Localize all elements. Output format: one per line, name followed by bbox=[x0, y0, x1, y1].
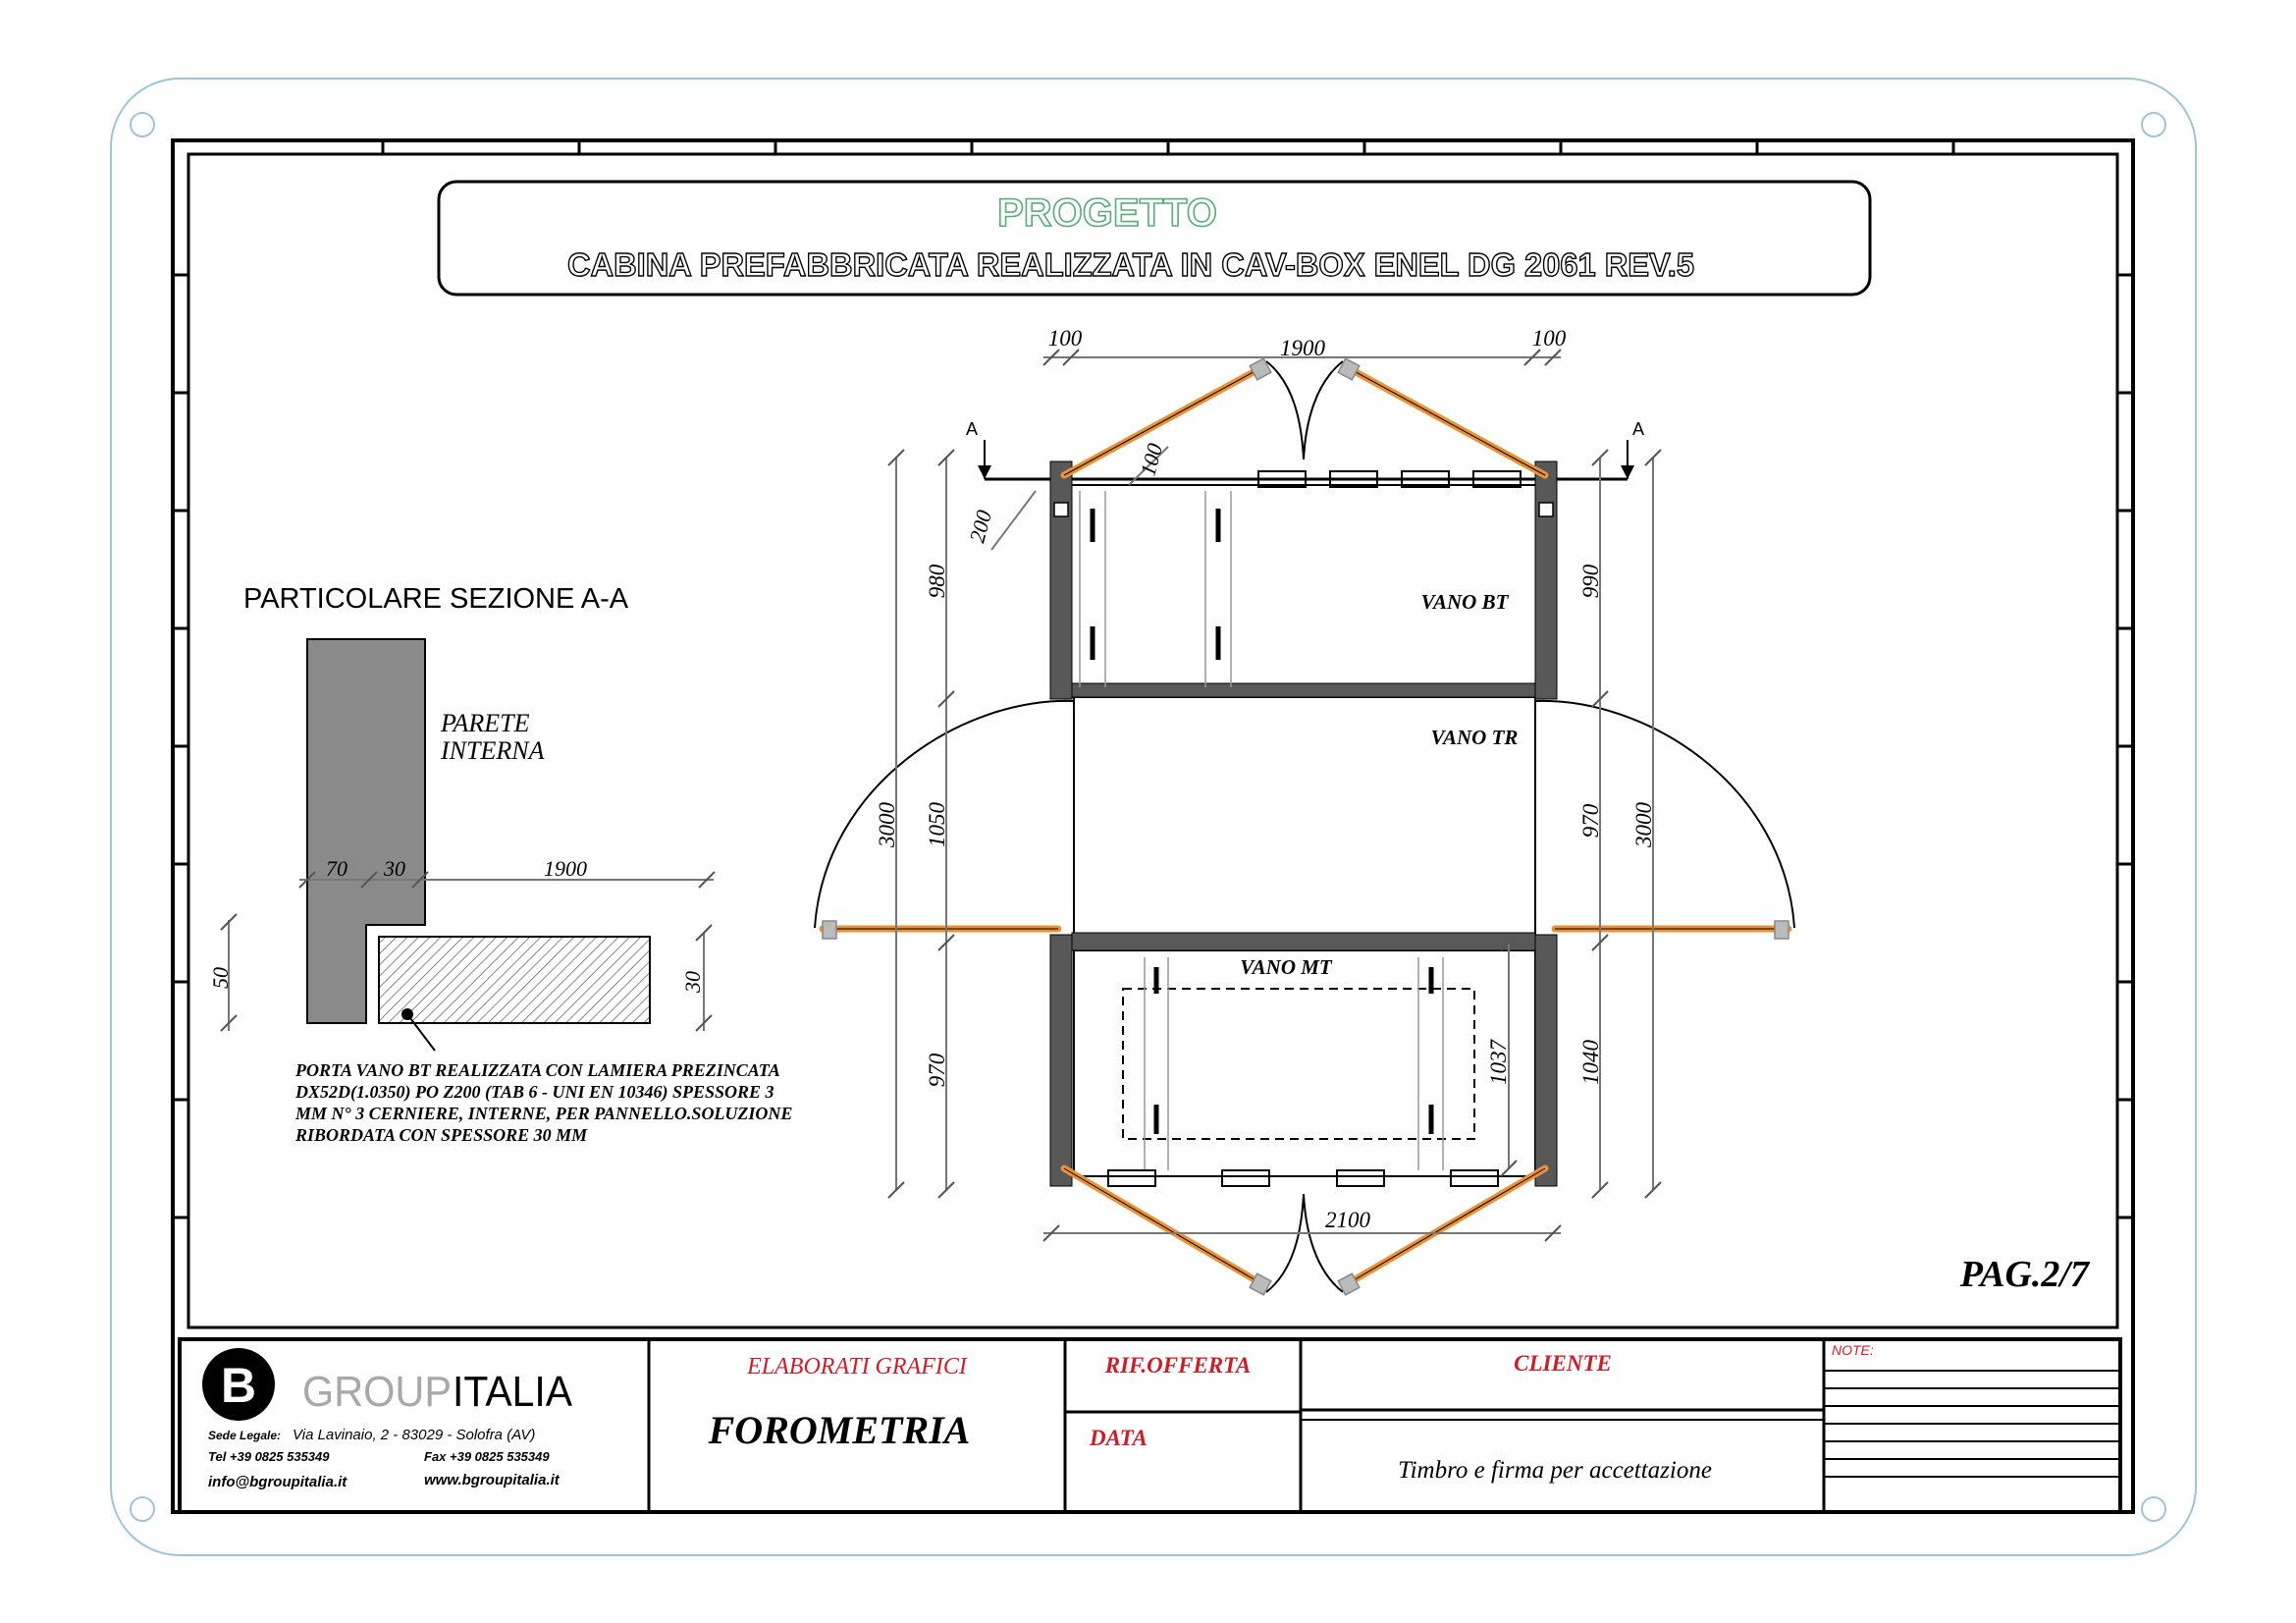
fax: Fax +39 0825 535349 bbox=[424, 1449, 550, 1464]
brand-italia: ITALIA bbox=[453, 1368, 573, 1416]
detail-note-3: MM N° 3 CERNIERE, INTERNE, PER PANNELLO.SOLUZIONE bbox=[295, 1104, 793, 1123]
dim-1040: 1040 bbox=[1578, 1040, 1603, 1085]
corner-hole-br bbox=[2142, 1497, 2165, 1521]
section-mark-right: A bbox=[1631, 419, 1645, 439]
mt-dashed-area bbox=[1123, 989, 1474, 1139]
dim-970-left: 970 bbox=[925, 1053, 949, 1088]
frame-outer bbox=[173, 140, 2133, 1512]
bt-internal-lines bbox=[1080, 491, 1231, 687]
dim-3000-right: 3000 bbox=[1631, 802, 1656, 847]
data-label: DATA bbox=[1090, 1426, 1148, 1450]
dim-top-right: 100 bbox=[1531, 326, 1567, 351]
dim-top-left: 100 bbox=[1047, 326, 1083, 351]
dim-30b: 30 bbox=[680, 971, 705, 993]
brand-group: GROUP bbox=[302, 1368, 452, 1416]
note-lines bbox=[1824, 1371, 2120, 1477]
dim-100-diag: 100 bbox=[1135, 440, 1168, 479]
room-mt-outline bbox=[1074, 950, 1535, 1176]
tel: Tel +39 0825 535349 bbox=[208, 1449, 330, 1464]
corner-hole-tl bbox=[131, 113, 154, 136]
dim-50: 50 bbox=[208, 967, 233, 989]
elaborati-label: ELABORATI GRAFICI bbox=[747, 1354, 967, 1380]
project-label: PROGETTO bbox=[997, 191, 1217, 235]
dim-30a: 30 bbox=[384, 856, 405, 881]
header-title: CABINA PREFABBRICATA REALIZZATA IN CAV-BOX ENEL DG 2061 REV.5 bbox=[567, 246, 1694, 283]
elaborati-value: FOROMETRIA bbox=[708, 1408, 971, 1452]
dim-980: 980 bbox=[925, 564, 949, 599]
note-label: NOTE: bbox=[1832, 1342, 1874, 1358]
room-mt-label: VANO MT bbox=[1240, 955, 1332, 979]
dim-1037: 1037 bbox=[1486, 1040, 1511, 1085]
dim-3000-left: 3000 bbox=[875, 802, 899, 847]
detail-note-4: RIBORDATA CON SPESSORE 30 MM bbox=[295, 1125, 588, 1145]
cliente-label: CLIENTE bbox=[1514, 1351, 1612, 1376]
timbro-label: Timbro e firma per accettazione bbox=[1398, 1457, 1712, 1484]
detail-door-panel bbox=[379, 937, 650, 1023]
web: www.bgroupitalia.it bbox=[424, 1472, 560, 1488]
detail-section bbox=[208, 583, 792, 1145]
corner-hole-bl bbox=[131, 1497, 154, 1521]
frame-ticks bbox=[173, 140, 2133, 1217]
dim-70: 70 bbox=[326, 856, 347, 881]
dim-top-mid: 1900 bbox=[1280, 336, 1325, 360]
dim-1900-detail: 1900 bbox=[544, 856, 587, 881]
rif-offerta-label: RIF.OFFERTA bbox=[1104, 1353, 1252, 1378]
address: Via Lavinaio, 2 - 83029 - Solofra (AV) bbox=[293, 1427, 536, 1443]
dim-970-right: 970 bbox=[1578, 803, 1603, 839]
detail-note-1: PORTA VANO BT REALIZZATA CON LAMIERA PREZINCATA bbox=[295, 1060, 780, 1080]
section-mark-left: A bbox=[965, 419, 979, 439]
detail-title: PARTICOLARE SEZIONE A-A bbox=[243, 583, 629, 615]
corner-hole-tr bbox=[2142, 113, 2165, 136]
room-bt-label: VANO BT bbox=[1420, 590, 1509, 614]
plan-walls bbox=[1050, 461, 1557, 1186]
wall-label-1: PARETE bbox=[441, 709, 530, 737]
title-block bbox=[180, 1339, 2120, 1512]
room-tr-label: VANO TR bbox=[1430, 726, 1519, 749]
wall-label-2: INTERNA bbox=[441, 736, 545, 765]
address-prefix: Sede Legale: bbox=[208, 1429, 282, 1442]
email: info@bgroupitalia.it bbox=[208, 1474, 347, 1490]
top-door-arcs bbox=[1266, 361, 1343, 460]
detail-note-2: DX52D(1.0350) PO Z200 (TAB 6 - UNI EN 10346) SPESSORE 3 bbox=[295, 1082, 774, 1102]
dim-990: 990 bbox=[1578, 564, 1603, 599]
dim-200: 200 bbox=[964, 507, 997, 546]
page-number: PAG.2/7 bbox=[1959, 1254, 2089, 1295]
dim-2100: 2100 bbox=[1325, 1208, 1370, 1232]
plan-view bbox=[815, 326, 1794, 1295]
tr-right-door-arc bbox=[1535, 701, 1794, 928]
logo-letter: B bbox=[220, 1358, 257, 1413]
dim-1050: 1050 bbox=[925, 802, 949, 847]
